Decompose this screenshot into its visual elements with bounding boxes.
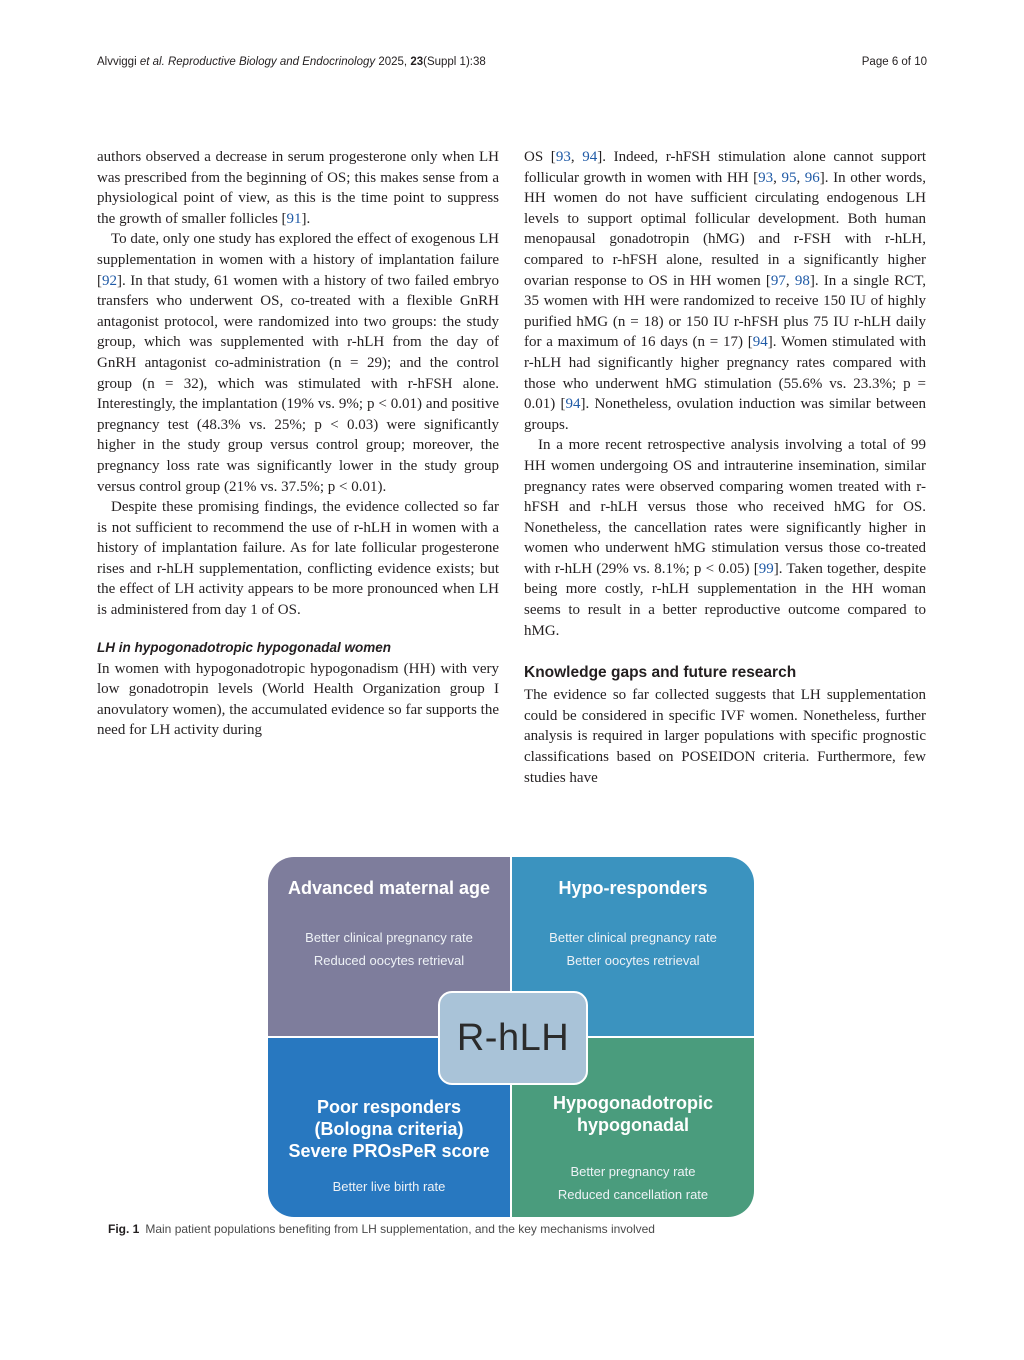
quadrant-outcome: Better pregnancy rate — [570, 1164, 696, 1179]
text: authors observed a decrease in serum progesterone only when LH was prescribed from the beginning of OS; this makes sense from a physiological point of view, as this is the time point to suppress the growth of smaller follicles [ — [97, 149, 499, 227]
text: , — [796, 169, 805, 186]
text: ]. In that study, 61 women with a history of two failed embryo transfers who underwent OS, co-treated with a flexible GnRH antagonist protocol, were randomized into two groups: the study group, which was supplemented with r-hLH from the day of GnRH antagonist co-administration (n = 29); and the control group (n = 32), which was stimulated with r-hFSH alone. Interestingly, the implantation (19% vs. 9%; p < 0.01) and positive pregnancy test (48.3% vs. 25%; p < 0.03) were significantly higher in the study group versus control group; moreover, the pregnancy loss rate was significantly lower in the study group versus control group (21% vs. 37.5%; p < 0.01). — [97, 272, 499, 495]
quadrant-outcome: Better oocytes retrieval — [566, 953, 700, 968]
journal-name: Reproductive Biology and Endocrinology — [167, 56, 376, 68]
quadrant-title: Hypo-responders — [558, 878, 708, 898]
citation-issue: (Suppl 1):38 — [423, 56, 486, 68]
citation-etal: et al. — [139, 56, 165, 68]
text: In a more recent retrospective analysis involving a total of 99 HH women undergoing OS and intrauterine insemination, similar pregnancy rates were observed comparing women treated with r-hFSH and r-hLH versus those who received hMG for OS. Nonetheless, the cancellation rates were significantly higher in women who underwent hMG stimulation versus those co-treated with r-hLH (29% vs. 8.1%; p < 0.05) [ — [524, 437, 926, 577]
text: ]. — [301, 210, 311, 227]
quadrant-title: Poor responders — [316, 1097, 462, 1117]
reference-link[interactable]: 91 — [286, 210, 302, 227]
page-header — [97, 56, 927, 74]
text: ]. In a single RCT, 35 women with HH were randomized to receive 150 IU of highly purified hMG (n = 18) or 150 IU r-hFSH plus 75 IU r-hLH daily for a maximum of 16 days (n = 17) [ — [524, 272, 927, 351]
text: ]. Indeed, r-hFSH stimulation alone cannot support follicular growth in women with HH [ — [524, 149, 927, 186]
quadrant-outcome: Reduced oocytes retrieval — [313, 953, 465, 968]
paragraph — [524, 435, 926, 641]
text: , — [785, 272, 795, 289]
figure-label: Fig. 1 — [108, 1222, 140, 1236]
text: OS [ — [524, 149, 556, 165]
figure-caption — [108, 1222, 655, 1236]
citation-authors: Alvviggi — [97, 56, 137, 68]
text: , — [773, 169, 782, 186]
center-label-rhlh: R-hLH — [438, 991, 588, 1085]
text: ]. In other words, HH women do not have sufficient circulating endogenous LH levels to support optimal follicular development. Both human menopausal gonadotropin (hMG) and r-FSH with r-hLH, compared to r-hFSH alone, resulted in a significantly higher ovarian response to OS in HH women [ — [524, 169, 927, 289]
reference-link[interactable]: 97 — [770, 272, 786, 289]
page-number: Page 6 of 10 — [861, 56, 927, 68]
paragraph — [524, 147, 926, 435]
quadrant-title: Hypogonadotropic — [553, 1093, 713, 1113]
reference-link[interactable]: 98 — [794, 272, 810, 289]
citation-year: 2025, — [378, 56, 408, 68]
paragraph: In women with hypogonadotropic hypogonadism (HH) with very low gonadotropin levels (World Health Organization group I anovulatory women), the accumulated evidence so far supports the need for LH activity during — [97, 660, 499, 739]
quadrant-title: hypogonadal — [577, 1115, 689, 1135]
text: ]. Women stimulated with r-hLH had significantly higher pregnancy rates compared with those who underwent hMG stimulation (55.6% vs. 23.3%; p = 0.01) [ — [524, 334, 926, 413]
reference-link[interactable]: 99 — [758, 560, 774, 577]
subsection-heading: LH in hypogonadotropic hypogonadal women — [97, 639, 391, 655]
left-column — [97, 147, 499, 741]
section-heading: Knowledge gaps and future research — [524, 664, 797, 682]
reference-link[interactable]: 95 — [781, 169, 797, 186]
quadrant-outcome: Better clinical pregnancy rate — [549, 930, 717, 945]
paragraph: The evidence so far collected suggests that LH supplementation could be considered in specific IVF women. Nonetheless, further analysis is required in larger populations with specific prognostic classifications based on POSEIDON criteria. Furthermore, few studies have — [524, 687, 926, 786]
reference-link[interactable]: 96 — [804, 169, 820, 186]
reference-link[interactable]: 94 — [752, 334, 768, 351]
reference-link[interactable]: 92 — [102, 272, 117, 289]
citation — [97, 56, 486, 68]
paragraph — [97, 229, 499, 497]
quadrant-outcome: Reduced cancellation rate — [557, 1187, 709, 1202]
figure-diagram — [268, 857, 754, 1217]
text: ]. Nonetheless, ovulation induction was similar between groups. — [524, 396, 926, 433]
quadrant-outcome: Better live birth rate — [332, 1179, 446, 1194]
citation-volume: 23 — [410, 56, 424, 68]
paragraph — [97, 147, 499, 229]
reference-link[interactable]: 93 — [758, 169, 774, 186]
text: To date, only one study has explored the effect of exogenous LH supplementation in women with a history of implantation failure [ — [97, 231, 499, 289]
reference-link[interactable]: 94 — [565, 396, 581, 413]
quadrant-title: Severe PROsPeR score — [288, 1141, 490, 1161]
quadrant-outcome: Better clinical pregnancy rate — [305, 930, 473, 945]
text: ]. Taken together, despite being more costly, r-hLH supplementation in the HH woman seems to result in a better reproductive outcome compared to hMG. — [524, 560, 927, 639]
reference-link[interactable]: 93 — [555, 149, 571, 165]
paragraph: Despite these promising findings, the evidence collected so far is not sufficient to recommend the use of r-hLH in women with a history of implantation failure. As for late follicular progesterone rises and r-hLH supplementation, conflicting evidence exists; but the effect of LH activity appears to be more pronounced when LH is administered from day 1 of OS. — [97, 499, 499, 619]
caption-text: Main patient populations benefiting from LH supplementation, and the key mechanisms involved — [145, 1222, 655, 1236]
text: , — [570, 149, 583, 165]
quadrant-title: Advanced maternal age — [287, 878, 491, 898]
right-column — [524, 147, 926, 788]
reference-link[interactable]: 94 — [582, 149, 598, 165]
quadrant-title: (Bologna criteria) — [314, 1119, 464, 1139]
